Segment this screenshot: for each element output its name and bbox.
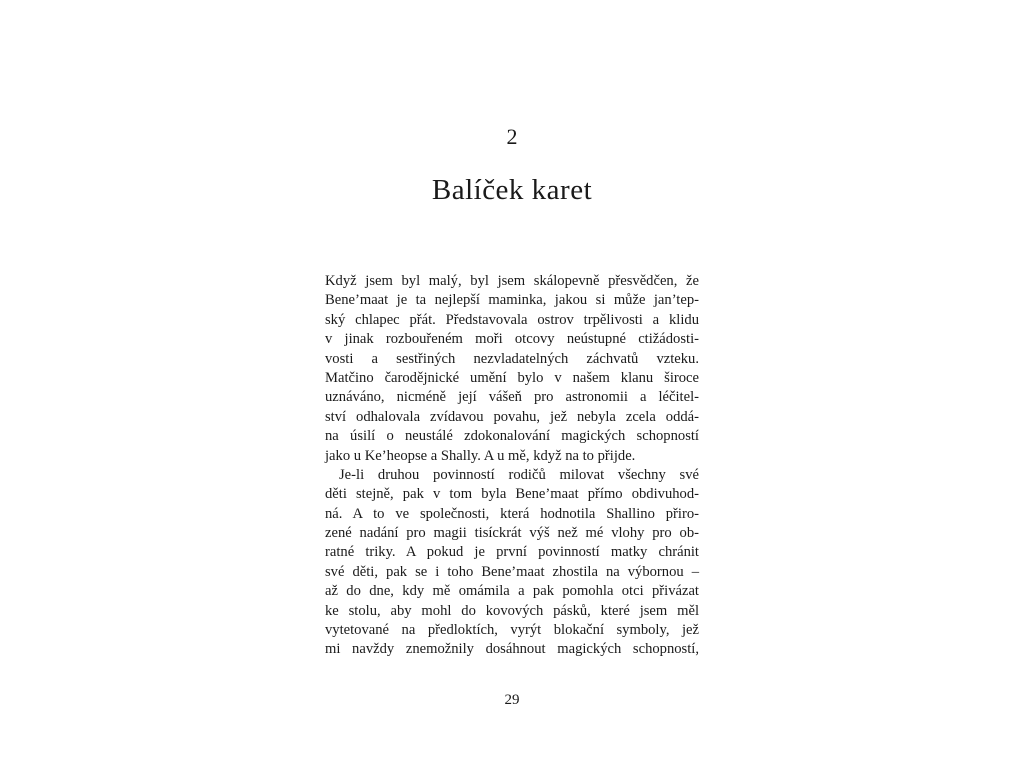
text-line: ský chlapec přát. Představovala ostrov trpělivosti a klidu	[325, 311, 699, 328]
text-line: ná. A to ve společnosti, která hodnotila Shallino přiro-	[325, 505, 699, 522]
text-line: Když jsem byl malý, byl jsem skálopevně přesvědčen, že	[325, 273, 699, 289]
text-line: až do dne, kdy mě omámila a pak pomohla otci přivázat	[325, 583, 699, 600]
paragraph-1	[325, 272, 699, 466]
text-line: ství odhalovala zvídavou povahu, jež nebyla zcela oddá-	[325, 408, 699, 425]
text-line: Matčino čarodějnické umění bylo v našem klanu široce	[325, 369, 699, 386]
paragraph-2	[325, 466, 699, 660]
text-line: mi navždy znemožnily dosáhnout magických schopností,	[325, 641, 699, 658]
text-line: uznáváno, nicméně její vášeň pro astronomii a léčitel-	[325, 389, 699, 406]
body-text	[325, 272, 699, 660]
text-line: Je-li druhou povinností rodičů milovat všechny své	[339, 466, 699, 483]
text-line: zené nadání pro magii tisíckrát výš než mé vlohy pro ob-	[325, 525, 699, 542]
text-line: na úsilí o neustálé zdokonalování magických schopností	[325, 428, 699, 445]
text-line: ratné triky. A pokud je první povinností matky chránit	[325, 544, 699, 561]
chapter-number: 2	[506, 124, 518, 149]
text-line: děti stejně, pak v tom byla Bene’maat přímo obdivuhod-	[325, 486, 699, 503]
text-line: vytetované na předloktích, vyrýt blokační symboly, jež	[325, 622, 699, 639]
text-line: Bene’maat je ta nejlepší maminka, jakou si může jan’tep-	[325, 292, 699, 309]
text-line: vosti a sestřiných nezvladatelných záchvatů vzteku.	[325, 350, 699, 367]
text-line: v jinak rozbouřeném moři otcovy neústupné ctižádosti-	[325, 331, 699, 348]
chapter-title: Balíček karet	[431, 174, 593, 206]
text-line: své děti, pak se i toho Bene’maat zhostila na výbornou –	[325, 563, 699, 580]
text-line: jako u Ke’heopse a Shally. A u mě, když na to přijde.	[325, 447, 636, 464]
text-line: ke stolu, aby mohl do kovových pásků, které jsem měl	[325, 602, 699, 619]
page-number: 29	[504, 692, 520, 708]
